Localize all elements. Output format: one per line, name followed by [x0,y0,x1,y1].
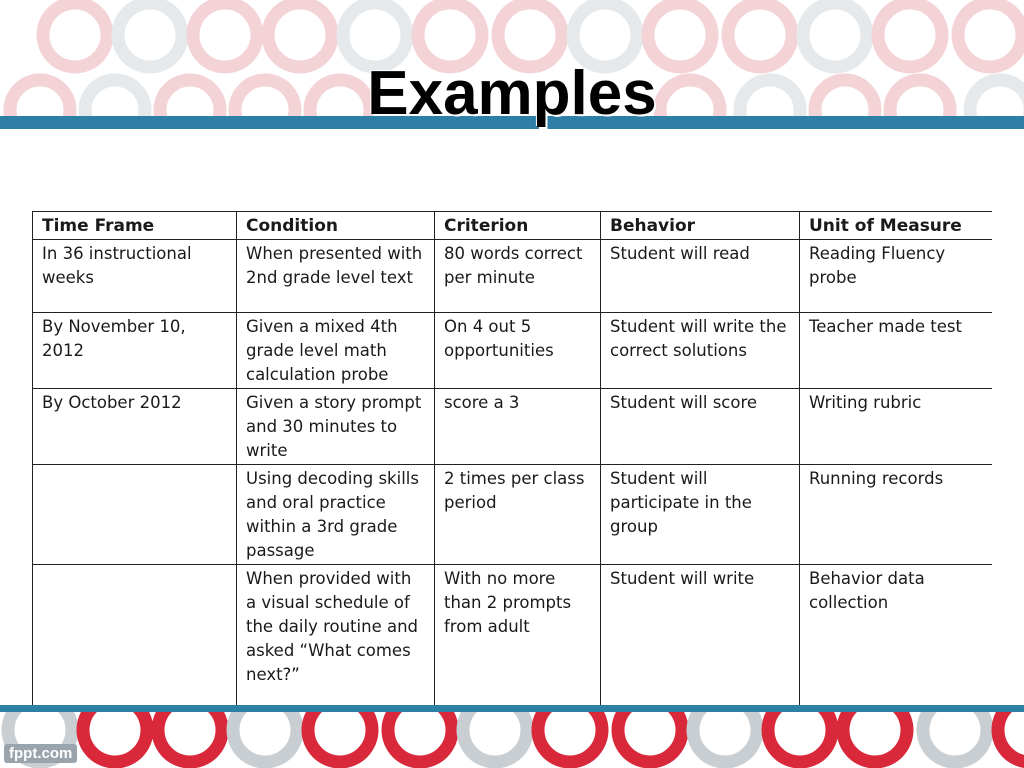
header-time-frame: Time Frame [33,212,237,240]
cell-time-frame [33,465,237,565]
cell-behavior: Student will score [601,389,800,465]
footer-logo: fppt.com [4,744,77,763]
cell-time-frame: By October 2012 [33,389,237,465]
table-row [33,313,993,389]
cell-behavior: Student will participate in the group [601,465,800,565]
cell-behavior: Student will write [601,565,800,706]
cell-criterion: score a 3 [435,389,601,465]
table-row [33,565,993,706]
goals-table [32,211,992,705]
cell-time-frame: In 36 instructional weeks [33,240,237,313]
cell-criterion: 80 words correct per minute [435,240,601,313]
header-unit-of-measure: Unit of Measure [800,212,993,240]
cell-time-frame: By November 10, 2012 [33,313,237,389]
header-criterion: Criterion [435,212,601,240]
cell-unit: Behavior data collection [800,565,993,706]
table-row [33,389,993,465]
cell-condition: Given a story prompt and 30 minutes to write [237,389,435,465]
cell-condition: Given a mixed 4th grade level math calculation probe [237,313,435,389]
ring-decoration-icon [0,712,1024,768]
table-header-row [33,212,993,240]
cell-unit: Running records [800,465,993,565]
table-row [33,240,993,313]
cell-unit: Reading Fluency probe [800,240,993,313]
cell-criterion: With no more than 2 prompts from adult [435,565,601,706]
cell-behavior: Student will write the correct solutions [601,313,800,389]
goals-table-container [32,211,992,705]
header-behavior: Behavior [601,212,800,240]
cell-time-frame [33,565,237,706]
cell-condition: Using decoding skills and oral practice within a 3rd grade passage [237,465,435,565]
slide-title: Examples [367,59,657,128]
cell-condition: When presented with 2nd grade level text [237,240,435,313]
cell-unit: Writing rubric [800,389,993,465]
header-condition: Condition [237,212,435,240]
cell-criterion: 2 times per class period [435,465,601,565]
table-row [33,465,993,565]
cell-condition: When provided with a visual schedule of the daily routine and asked “What comes next?” [237,565,435,706]
cell-criterion: On 4 out 5 opportunities [435,313,601,389]
cell-behavior: Student will read [601,240,800,313]
bottom-ring-pattern [0,712,1024,768]
cell-unit: Teacher made test [800,313,993,389]
